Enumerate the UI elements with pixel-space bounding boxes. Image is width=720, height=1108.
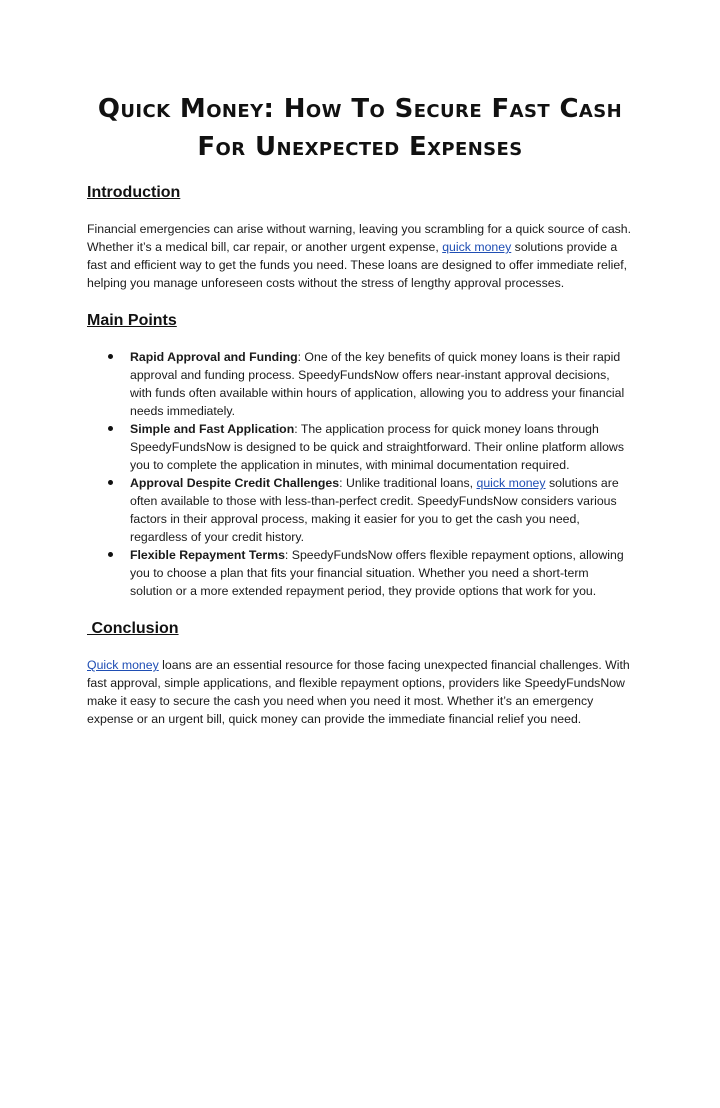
list-item-title: Flexible Repayment Terms — [130, 548, 285, 562]
main-points-heading: Main Points — [87, 312, 177, 329]
conclusion-heading: Conclusion — [87, 620, 179, 637]
page-title — [87, 90, 633, 166]
introduction-section — [87, 184, 633, 292]
list-item-title: Rapid Approval and Funding — [130, 350, 298, 364]
list-item — [130, 546, 633, 600]
conclusion-text: loans are an essential resource for those facing unexpected financial challenges. With fast approval, simple applications, and flexible repayment options, providers like SpeedyFundsNow make it easy to secure the cash you need when you need it most. Whether it’s an emergency expense or an urgent bill, quick money can provide the immediate financial relief you need. — [87, 658, 630, 726]
list-item-text: : SpeedyFundsNow offers flexible repayment options, allowing you to choose a plan that fits your financial situation. Whether you need a short-term solution or a more extended repayment period, they provide options that work for you. — [130, 548, 624, 598]
bullet-icon — [108, 552, 113, 557]
list-item-title: Simple and Fast Application — [130, 422, 295, 436]
bullet-icon — [108, 426, 113, 431]
list-item — [130, 474, 633, 546]
introduction-paragraph — [87, 220, 633, 292]
main-points-section — [87, 312, 633, 600]
quick-money-link[interactable]: quick money — [476, 476, 546, 490]
title-line-2: For Unexpected Expenses — [197, 132, 523, 162]
quick-money-link[interactable]: quick money — [442, 240, 512, 254]
introduction-heading: Introduction — [87, 184, 181, 201]
list-item-text: : The application process for quick money loans through SpeedyFundsNow is designed to be quick and straightforward. Their online platform allows you to complete the application in minutes, with minimal documentation required. — [130, 422, 624, 472]
bullet-icon — [108, 480, 113, 485]
list-item-text-after-link: solutions are often available to those with less-than-perfect credit. SpeedyFundsNow considers various factors in their approval process, making it easier for you to get the cash you need, regardless of your credit history. — [130, 476, 619, 544]
conclusion-paragraph — [87, 656, 633, 728]
list-item-text: : One of the key benefits of quick money loans is their rapid approval and funding process. SpeedyFundsNow offers near-instant approval decisions, with funds often available within hours of application, allowing you to address your financial needs immediately. — [130, 350, 625, 418]
list-item — [130, 420, 633, 474]
conclusion-section — [87, 620, 633, 728]
main-points-list — [87, 348, 633, 600]
title-line-1: Quick Money: How To Secure Fast Cash — [97, 94, 623, 124]
bullet-icon — [108, 354, 113, 359]
intro-text-after-link: solutions provide a fast and efficient way to get the funds you need. These loans are designed to offer immediate relief, helping you manage unforeseen costs without the stress of lengthy approval processes. — [87, 240, 628, 290]
list-item-text-before-link: : Unlike traditional loans, — [339, 476, 477, 490]
list-item — [130, 348, 633, 420]
document-page — [0, 90, 720, 1108]
quick-money-link[interactable]: Quick money — [87, 658, 159, 672]
intro-text-before-link: Financial emergencies can arise without warning, leaving you scrambling for a quick source of cash. Whether it’s a medical bill, car repair, or another urgent expense, — [87, 222, 632, 254]
list-item-title: Approval Despite Credit Challenges — [130, 476, 340, 490]
